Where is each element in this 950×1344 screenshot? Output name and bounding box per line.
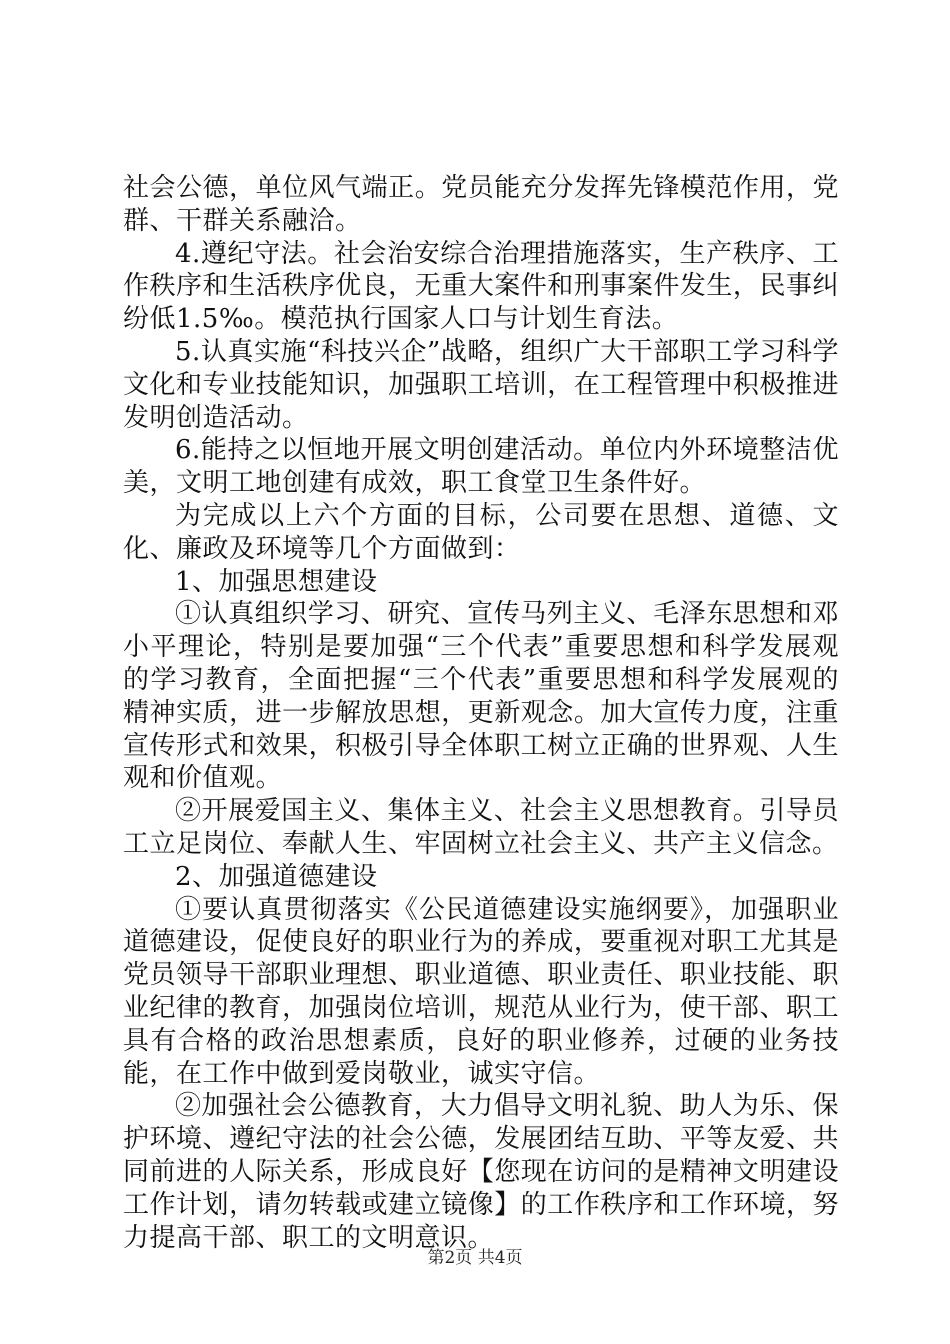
paragraph-3: 5.认真实施“科技兴企”战略，组织广大干部职工学习科学文化和专业技能知识，加强职工培训，在工程管理中积极推进发明创造活动。 [123,336,839,433]
page-footer: 第2页 共4页 [427,1248,523,1268]
section-heading-2: 2、加强道德建设 [175,861,378,892]
paragraph-8: ①要认真贯彻落实《公民道德建设实施纲要》，加强职业道德建设，促使良好的职业行为的养成，要重视对职工尤其是党员领导干部职业理想、职业道德、职业责任、职业技能、职业纪律的教育，加强岗位培训，规范从业行为，使干部、职工具有合格的政治思想素质，良好的职业修养，过硬的业务技能，在工作中做到爱岗敬业，诚实守信。 [123,894,839,1089]
section-heading-1: 1、加强思想建设 [175,566,378,597]
paragraph-2: 4.遵纪守法。社会治安综合治理措施落实，生产秩序、工作秩序和生活秩序优良，无重大案件和刑事案件发生，民事纠纷低1.5‰。模范执行国家人口与计划生育法。 [123,238,839,335]
paragraph-6: ①认真组织学习、研究、宣传马列主义、毛泽东思想和邓小平理论，特别是要加强“三个代表”重要思想和科学发展观的学习教育，全面把握“三个代表”重要思想和科学发展观的精神实质，进一步解放思想，更新观念。加大宣传力度，注重宣传形式和效果，积极引导全体职工树立正确的世界观、人生观和价值观。 [123,599,839,794]
paragraph-5: 为完成以上六个方面的目标，公司要在思想、道德、文化、廉政及环境等几个方面做到： [123,500,839,564]
paragraph-4: 6.能持之以恒地开展文明创建活动。单位内外环境整洁优美，文明工地创建有成效，职工食堂卫生条件好。 [123,435,839,499]
paragraph-9: ②加强社会公德教育，大力倡导文明礼貌、助人为乐、保护环境、遵纪守法的社会公德，发展团结互助、平等友爱、共同前进的人际关系，形成良好【您现在访问的是精神文明建设工作计划，请勿转载或建立镜像】的工作秩序和工作环境，努力提高干部、职工的文明意识。 [123,1091,839,1253]
paragraph-1: 社会公德，单位风气端正。党员能充分发挥先锋模范作用，党群、干群关系融洽。 [123,173,839,236]
paragraph-7: ②开展爱国主义、集体主义、社会主义思想教育。引导员工立足岗位、奉献人生、牢固树立社会主义、共产主义信念。 [123,796,839,859]
document-body [123,172,839,1254]
